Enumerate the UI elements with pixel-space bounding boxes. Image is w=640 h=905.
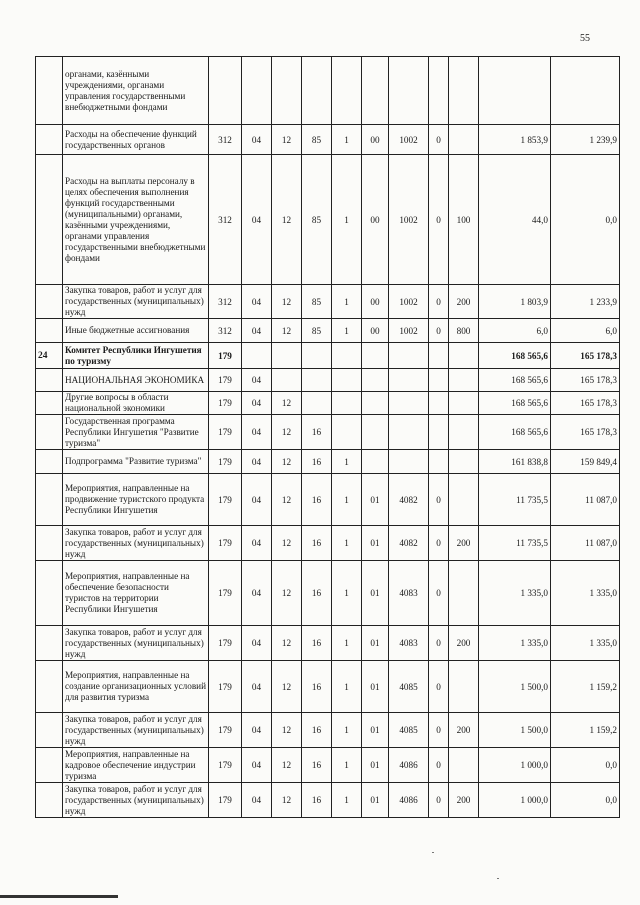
code-cell-8: 0: [429, 285, 449, 319]
code-cell-5: 1: [332, 125, 362, 155]
amount-year-1: 1 335,0: [479, 626, 551, 661]
item-name: Мероприятия, направленные на обеспечение безопасности туристов на территории Республики Ингушетия: [63, 561, 209, 626]
code-cell-9: [449, 474, 479, 526]
code-cell-7: 4082: [389, 526, 429, 561]
code-cell-6: 01: [362, 474, 389, 526]
code-cell-8: [429, 57, 449, 125]
item-name: Другие вопросы в области национальной экономики: [63, 392, 209, 415]
code-cell-4: [302, 369, 332, 392]
code-cell-1: 312: [209, 319, 242, 343]
code-cell-4: 16: [302, 415, 332, 450]
code-cell-3: [272, 57, 302, 125]
code-cell-5: [332, 392, 362, 415]
code-cell-8: [429, 343, 449, 369]
code-cell-9: 200: [449, 783, 479, 818]
code-cell-2: 04: [242, 285, 272, 319]
code-cell-3: 12: [272, 661, 302, 713]
row-number: [36, 626, 63, 661]
code-cell-8: [429, 369, 449, 392]
code-cell-3: 12: [272, 415, 302, 450]
table-row: [36, 474, 620, 526]
code-cell-7: 4083: [389, 561, 429, 626]
code-cell-4: 16: [302, 713, 332, 748]
code-cell-8: 0: [429, 561, 449, 626]
amount-year-2: 165 178,3: [551, 392, 620, 415]
amount-year-1: 1 000,0: [479, 748, 551, 783]
table-row: [36, 343, 620, 369]
scan-edge-mark: [0, 895, 118, 898]
code-cell-1: 179: [209, 369, 242, 392]
code-cell-8: 0: [429, 474, 449, 526]
code-cell-8: 0: [429, 783, 449, 818]
code-cell-2: [242, 343, 272, 369]
code-cell-2: 04: [242, 561, 272, 626]
amount-year-1: 168 565,6: [479, 415, 551, 450]
code-cell-9: [449, 57, 479, 125]
code-cell-1: 179: [209, 415, 242, 450]
code-cell-7: [389, 415, 429, 450]
code-cell-5: 1: [332, 561, 362, 626]
code-cell-4: 16: [302, 661, 332, 713]
code-cell-9: 100: [449, 155, 479, 285]
amount-year-2: 159 849,4: [551, 450, 620, 474]
code-cell-8: 0: [429, 526, 449, 561]
code-cell-6: 00: [362, 125, 389, 155]
row-number: [36, 57, 63, 125]
code-cell-8: [429, 392, 449, 415]
row-number: [36, 561, 63, 626]
item-name: Подпрограмма "Развитие туризма": [63, 450, 209, 474]
row-number: [36, 474, 63, 526]
code-cell-5: 1: [332, 319, 362, 343]
code-cell-5: 1: [332, 626, 362, 661]
item-name: Закупка товаров, работ и услуг для государственных (муниципальных) нужд: [63, 783, 209, 818]
code-cell-6: [362, 343, 389, 369]
code-cell-2: 04: [242, 415, 272, 450]
code-cell-2: [242, 57, 272, 125]
code-cell-7: 1002: [389, 125, 429, 155]
amount-year-2: 1 159,2: [551, 661, 620, 713]
code-cell-7: 4085: [389, 713, 429, 748]
code-cell-1: 179: [209, 713, 242, 748]
code-cell-1: 312: [209, 155, 242, 285]
code-cell-5: [332, 369, 362, 392]
code-cell-1: 179: [209, 626, 242, 661]
row-number: 24: [36, 343, 63, 369]
code-cell-7: 4083: [389, 626, 429, 661]
code-cell-3: 12: [272, 392, 302, 415]
code-cell-4: 16: [302, 626, 332, 661]
row-number: [36, 783, 63, 818]
code-cell-6: 01: [362, 561, 389, 626]
code-cell-3: 12: [272, 319, 302, 343]
amount-year-1: 6,0: [479, 319, 551, 343]
row-number: [36, 319, 63, 343]
item-name: Расходы на обеспечение функций государственных органов: [63, 125, 209, 155]
code-cell-3: 12: [272, 626, 302, 661]
code-cell-3: 12: [272, 125, 302, 155]
code-cell-9: 200: [449, 626, 479, 661]
code-cell-6: 01: [362, 626, 389, 661]
code-cell-6: 00: [362, 319, 389, 343]
code-cell-3: 12: [272, 450, 302, 474]
row-number: [36, 369, 63, 392]
amount-year-2: 1 335,0: [551, 626, 620, 661]
code-cell-6: [362, 450, 389, 474]
code-cell-4: 85: [302, 125, 332, 155]
amount-year-1: 168 565,6: [479, 369, 551, 392]
code-cell-1: 179: [209, 392, 242, 415]
item-name: Расходы на выплаты персоналу в целях обеспечения выполнения функций государственными (муниципальными) органами, казёнными учреждениями, органами управления государственными внебюджетными фондами: [63, 155, 209, 285]
code-cell-7: [389, 57, 429, 125]
code-cell-7: 4082: [389, 474, 429, 526]
item-name: Мероприятия, направленные на создание организационных условий для развития туризма: [63, 661, 209, 713]
amount-year-1: 1 500,0: [479, 713, 551, 748]
code-cell-9: [449, 415, 479, 450]
code-cell-1: 179: [209, 748, 242, 783]
code-cell-6: [362, 57, 389, 125]
code-cell-4: [302, 343, 332, 369]
page-number: 55: [580, 33, 590, 44]
code-cell-4: [302, 57, 332, 125]
code-cell-8: [429, 415, 449, 450]
table-row: [36, 526, 620, 561]
row-number: [36, 713, 63, 748]
code-cell-3: 12: [272, 748, 302, 783]
code-cell-1: 179: [209, 474, 242, 526]
code-cell-2: 04: [242, 626, 272, 661]
code-cell-1: 312: [209, 285, 242, 319]
row-number: [36, 661, 63, 713]
code-cell-8: 0: [429, 661, 449, 713]
table-row: [36, 319, 620, 343]
row-number: [36, 392, 63, 415]
table-row: [36, 415, 620, 450]
code-cell-5: [332, 343, 362, 369]
code-cell-9: [449, 748, 479, 783]
table-row: [36, 661, 620, 713]
code-cell-8: 0: [429, 713, 449, 748]
item-name: НАЦИОНАЛЬНАЯ ЭКОНОМИКА: [63, 369, 209, 392]
amount-year-1: 161 838,8: [479, 450, 551, 474]
row-number: [36, 450, 63, 474]
amount-year-2: 165 178,3: [551, 369, 620, 392]
code-cell-9: [449, 343, 479, 369]
code-cell-2: 04: [242, 748, 272, 783]
code-cell-2: 04: [242, 661, 272, 713]
code-cell-2: 04: [242, 474, 272, 526]
code-cell-1: [209, 57, 242, 125]
amount-year-2: 1 239,9: [551, 125, 620, 155]
amount-year-1: 11 735,5: [479, 474, 551, 526]
code-cell-9: 800: [449, 319, 479, 343]
amount-year-1: 1 853,9: [479, 125, 551, 155]
item-name: Закупка товаров, работ и услуг для государственных (муниципальных) нужд: [63, 285, 209, 319]
amount-year-2: 0,0: [551, 748, 620, 783]
budget-table: [35, 56, 620, 818]
code-cell-6: 01: [362, 526, 389, 561]
code-cell-3: 12: [272, 285, 302, 319]
table-row: [36, 57, 620, 125]
code-cell-4: 16: [302, 526, 332, 561]
item-name: Комитет Республики Ингушетия по туризму: [63, 343, 209, 369]
code-cell-1: 179: [209, 561, 242, 626]
code-cell-2: 04: [242, 392, 272, 415]
code-cell-5: [332, 57, 362, 125]
code-cell-3: 12: [272, 561, 302, 626]
code-cell-7: 1002: [389, 285, 429, 319]
code-cell-5: [332, 415, 362, 450]
amount-year-1: 168 565,6: [479, 392, 551, 415]
amount-year-1: 1 000,0: [479, 783, 551, 818]
code-cell-8: 0: [429, 626, 449, 661]
table-row: [36, 450, 620, 474]
amount-year-2: 11 087,0: [551, 526, 620, 561]
table-row: [36, 783, 620, 818]
code-cell-9: 200: [449, 526, 479, 561]
table-row: [36, 748, 620, 783]
table-row: [36, 369, 620, 392]
amount-year-1: 11 735,5: [479, 526, 551, 561]
code-cell-8: 0: [429, 319, 449, 343]
row-number: [36, 748, 63, 783]
code-cell-4: [302, 392, 332, 415]
scan-speck: [432, 852, 434, 853]
code-cell-6: [362, 415, 389, 450]
code-cell-1: 179: [209, 526, 242, 561]
code-cell-4: 16: [302, 748, 332, 783]
code-cell-2: 04: [242, 369, 272, 392]
amount-year-2: 0,0: [551, 155, 620, 285]
code-cell-8: 0: [429, 748, 449, 783]
code-cell-3: 12: [272, 526, 302, 561]
code-cell-9: [449, 369, 479, 392]
code-cell-1: 179: [209, 783, 242, 818]
amount-year-1: 1 803,9: [479, 285, 551, 319]
code-cell-2: 04: [242, 125, 272, 155]
code-cell-3: 12: [272, 783, 302, 818]
code-cell-8: 0: [429, 125, 449, 155]
code-cell-4: 85: [302, 319, 332, 343]
code-cell-1: 179: [209, 450, 242, 474]
item-name: Мероприятия, направленные на кадровое обеспечение индустрии туризма: [63, 748, 209, 783]
code-cell-6: 01: [362, 713, 389, 748]
code-cell-7: 4086: [389, 748, 429, 783]
amount-year-2: 1 233,9: [551, 285, 620, 319]
table-row: [36, 713, 620, 748]
code-cell-1: 179: [209, 661, 242, 713]
code-cell-4: 16: [302, 783, 332, 818]
amount-year-2: 165 178,3: [551, 415, 620, 450]
row-number: [36, 125, 63, 155]
code-cell-7: [389, 450, 429, 474]
code-cell-7: [389, 369, 429, 392]
amount-year-1: 1 500,0: [479, 661, 551, 713]
code-cell-3: [272, 369, 302, 392]
table-row: [36, 285, 620, 319]
code-cell-4: 16: [302, 474, 332, 526]
code-cell-6: 01: [362, 661, 389, 713]
code-cell-6: 01: [362, 748, 389, 783]
code-cell-2: 04: [242, 450, 272, 474]
amount-year-2: 1 159,2: [551, 713, 620, 748]
amount-year-2: 165 178,3: [551, 343, 620, 369]
amount-year-2: 6,0: [551, 319, 620, 343]
code-cell-3: [272, 343, 302, 369]
row-number: [36, 155, 63, 285]
code-cell-9: 200: [449, 285, 479, 319]
item-name: органами, казёнными учреждениями, органами управления государственными внебюджетными фондами: [63, 57, 209, 125]
amount-year-2: 1 335,0: [551, 561, 620, 626]
code-cell-5: 1: [332, 450, 362, 474]
code-cell-6: 01: [362, 783, 389, 818]
amount-year-2: 0,0: [551, 783, 620, 818]
item-name: Закупка товаров, работ и услуг для государственных (муниципальных) нужд: [63, 626, 209, 661]
table-row: [36, 125, 620, 155]
code-cell-4: 16: [302, 561, 332, 626]
code-cell-9: [449, 561, 479, 626]
table-row: [36, 561, 620, 626]
scan-speck: [497, 878, 499, 879]
amount-year-1: 168 565,6: [479, 343, 551, 369]
item-name: Закупка товаров, работ и услуг для государственных (муниципальных) нужд: [63, 526, 209, 561]
amount-year-2: 11 087,0: [551, 474, 620, 526]
table-row: [36, 626, 620, 661]
code-cell-1: 312: [209, 125, 242, 155]
code-cell-6: [362, 392, 389, 415]
code-cell-7: 1002: [389, 319, 429, 343]
code-cell-2: 04: [242, 713, 272, 748]
code-cell-9: 200: [449, 713, 479, 748]
code-cell-5: 1: [332, 285, 362, 319]
amount-year-1: [479, 57, 551, 125]
code-cell-5: 1: [332, 748, 362, 783]
code-cell-4: 85: [302, 155, 332, 285]
row-number: [36, 285, 63, 319]
row-number: [36, 526, 63, 561]
code-cell-5: 1: [332, 713, 362, 748]
row-number: [36, 415, 63, 450]
code-cell-2: 04: [242, 319, 272, 343]
code-cell-6: [362, 369, 389, 392]
code-cell-7: 1002: [389, 155, 429, 285]
code-cell-2: 04: [242, 783, 272, 818]
code-cell-8: 0: [429, 155, 449, 285]
code-cell-2: 04: [242, 526, 272, 561]
code-cell-3: 12: [272, 155, 302, 285]
amount-year-1: 1 335,0: [479, 561, 551, 626]
code-cell-1: 179: [209, 343, 242, 369]
code-cell-9: [449, 661, 479, 713]
amount-year-1: 44,0: [479, 155, 551, 285]
item-name: Иные бюджетные ассигнования: [63, 319, 209, 343]
code-cell-6: 00: [362, 285, 389, 319]
code-cell-7: 4085: [389, 661, 429, 713]
item-name: Мероприятия, направленные на продвижение туристского продукта Республики Ингушетия: [63, 474, 209, 526]
code-cell-9: [449, 392, 479, 415]
code-cell-5: 1: [332, 783, 362, 818]
code-cell-9: [449, 450, 479, 474]
code-cell-3: 12: [272, 713, 302, 748]
item-name: Закупка товаров, работ и услуг для государственных (муниципальных) нужд: [63, 713, 209, 748]
code-cell-6: 00: [362, 155, 389, 285]
code-cell-9: [449, 125, 479, 155]
code-cell-5: 1: [332, 474, 362, 526]
code-cell-4: 85: [302, 285, 332, 319]
code-cell-8: [429, 450, 449, 474]
item-name: Государственная программа Республики Ингушетия "Развитие туризма": [63, 415, 209, 450]
code-cell-5: 1: [332, 526, 362, 561]
code-cell-2: 04: [242, 155, 272, 285]
code-cell-5: 1: [332, 155, 362, 285]
code-cell-7: [389, 343, 429, 369]
table-row: [36, 155, 620, 285]
amount-year-2: [551, 57, 620, 125]
code-cell-7: 4086: [389, 783, 429, 818]
table-row: [36, 392, 620, 415]
code-cell-3: 12: [272, 474, 302, 526]
code-cell-4: 16: [302, 450, 332, 474]
code-cell-7: [389, 392, 429, 415]
code-cell-5: 1: [332, 661, 362, 713]
